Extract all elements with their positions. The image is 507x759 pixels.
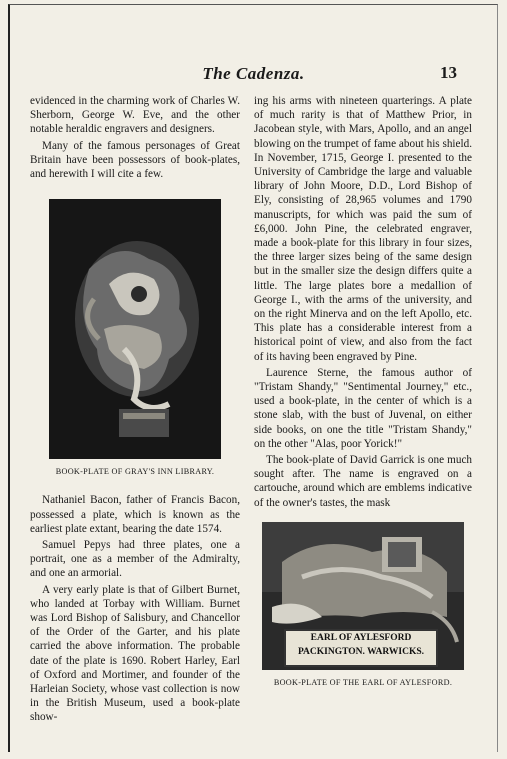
left-column <box>30 94 240 725</box>
paragraph: Samuel Pepys had three plates, one a portrait, one as a member of the Admiralty, and one an armorial. <box>30 539 240 580</box>
nameplate-line: EARL OF AYLESFORD <box>310 632 412 643</box>
paragraph: ing his arms with nineteen quarterings. A plate of much rarity is that of Matthew Prior, in Jacobean style, with Mars, Apollo, and an angel blowing on the trumpet of fame about his shield. In November, 1715, George I. presented to the University of Cambridge the large and valuable library of John Moore, D.D., Lord Bishop of Ely, consisting of 28,965 volumes and 1790 manuscripts, for which was paid the sum of £6,000. John Pine, the celebrated engraver, made a book-plate for this library in four sizes, the three larger sizes being of the same design but in the smaller size the design differs quite a little. The large plates bore a medallion of George I., with the arms of the university, and on the right Minerva and on the left Apollo, etc. This plate has a considerable interest from a historical point of view, and also from the fact of its having been engraved by Pine. <box>254 95 472 363</box>
paragraph: The book-plate of David Garrick is one much sought after. The name is engraved on a cartouche, around which are emblems indicative of the owner's tastes, the mask <box>254 454 472 509</box>
image-caption: BOOK-PLATE OF GRAY'S INN LIBRARY. <box>55 467 215 477</box>
paragraph: Many of the famous personages of Great Britain have been possessors of book-plates, and herewith I will cite a few. <box>30 139 240 181</box>
right-column <box>254 94 472 704</box>
image-caption: BOOK-PLATE OF THE EARL OF AYLESFORD. <box>273 677 453 687</box>
grays-inn-bookplate-image <box>49 199 221 459</box>
aylesford-bookplate-image <box>262 522 464 670</box>
paragraph: Laurence Sterne, the famous author of "Tristam Shandy," "Sentimental Journey," etc., used a book-plate, in the center of which is a stone slab, with the bust of Juvenal, on either side books, on one the title "Tristam Shandy," on the other "Alas, poor Yorick!" <box>254 366 472 450</box>
plate-nameplate <box>284 629 438 667</box>
nameplate-line: PACKINGTON. WARWICKS. <box>297 646 425 657</box>
engraving-illustration <box>49 199 221 459</box>
running-header-title: The Cadenza. <box>202 64 305 83</box>
paragraph: A very early plate is that of Gilbert Burnet, who landed at Torbay with William. Burnet was Lord Bishop of Salisbury, and Chancellor of the Order of the Garter, and his plate carried the above information. The probable date of the plate is 1690. Robert Harley, Earl of Oxford and Mortimer, and founder of the Harleian Society, whose vast collection is now in the British Museum, used a book-plate show- <box>30 583 240 724</box>
paragraph: Nathaniel Bacon, father of Francis Bacon, possessed a plate, which is known as the earliest plate extant, bearing the date 1574. <box>30 494 240 535</box>
page-number: 13 <box>440 63 457 82</box>
paragraph: evidenced in the charming work of Charles W. Sherborn, George W. Eve, and the other notable heraldic engravers and designers. <box>30 95 240 136</box>
